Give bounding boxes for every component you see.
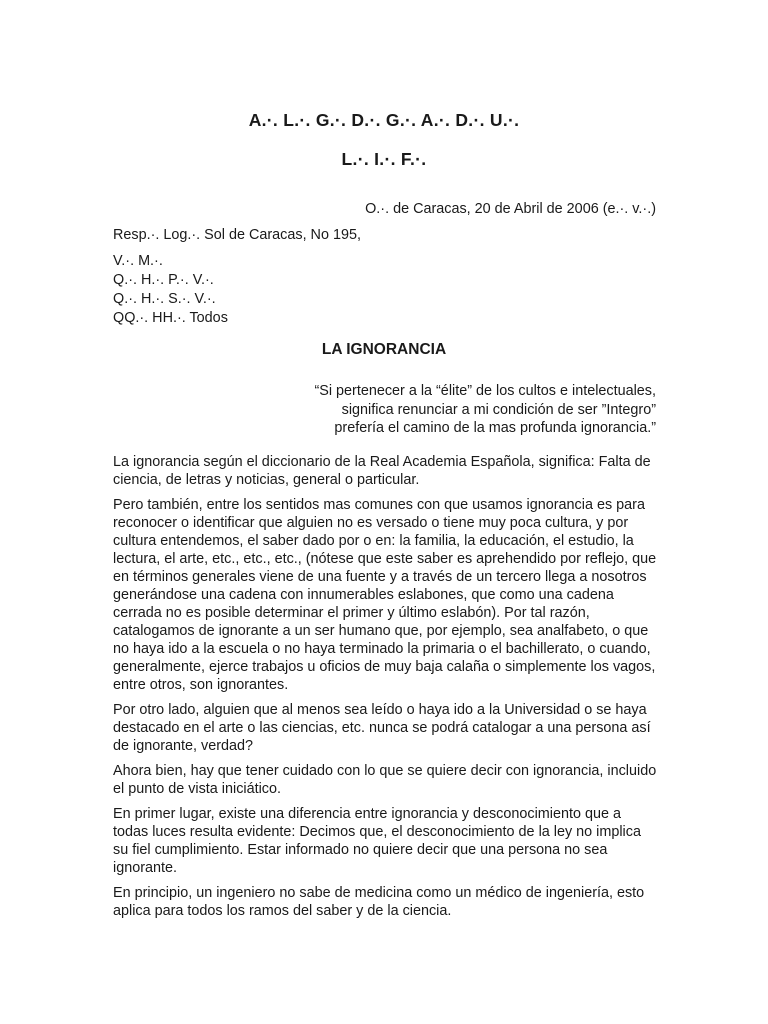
body-paragraph: En principio, un ingeniero no sabe de medicina como un médico de ingeniería, esto aplica para todos los ramos del saber y de la ciencia. [113, 885, 645, 919]
greeting-line: V.·. M.·. [113, 253, 163, 269]
body-text [113, 453, 658, 927]
epigraph-line: “Si pertenecer a la “élite” de los cultos e intelectuales, [314, 383, 656, 399]
place-date-line: O.·. de Caracas, 20 de Abril de 2006 (e.·. v.·.) [365, 201, 656, 217]
body-paragraph: Pero también, entre los sentidos mas comunes con que usamos ignorancia es para reconocer o identificar que alguien no es versado o tiene muy poca cultura, y por cultura entendemos, el saber dado por o en: la familia, la educación, el estudio, la lectura, el arte, etc., etc., etc., (nótese que este saber es aprehendido por reflejo, que en términos generales viene de una fuente y a través de un tercero llega a nosotros generándose una cadena con innumerables eslabones, que como una cadena cerrada no es posible determinar el primer y último eslabón). Por tal razón, catalogamos de ignorante a un ser humano que, por ejemplo, sea analfabeto, o que no haya ido a la escuela o no haya terminado la primaria o el bachillerato, o cuando, generalmente, ejerce trabajos u oficios de muy baja calaña o simplemente los vagos, entre otros, son ignorantes. [113, 497, 657, 693]
greeting-line: QQ.·. HH.·. Todos [113, 310, 228, 326]
header-line-2: L.·. I.·. F.·. [341, 149, 427, 169]
greeting-line: Q.·. H.·. P.·. V.·. [113, 272, 214, 288]
epigraph-quote [314, 382, 656, 438]
document-title [0, 341, 768, 359]
body-paragraph: En primer lugar, existe una diferencia entre ignorancia y desconocimiento que a todas luces resulta evidente: Decimos que, el desconocimiento de la ley no implica su fiel cumplimiento. Estar informado no quiere decir que una persona no sea ignorante. [113, 806, 641, 876]
body-paragraph: Ahora bien, hay que tener cuidado con lo que se quiere decir con ignorancia, incluido el punto de vista iniciático. [113, 763, 657, 797]
greeting-line: Q.·. H.·. S.·. V.·. [113, 291, 216, 307]
greetings-block [113, 252, 228, 328]
body-paragraph: Por otro lado, alguien que al menos sea leído o haya ido a la Universidad o se haya destacado en el arte o las ciencias, etc. nunca se podrá catalogar a una persona así de ignorante, verdad? [113, 702, 651, 754]
epigraph-line: prefería el camino de la mas profunda ignorancia.” [334, 420, 656, 436]
addressee-lodge: Resp.·. Log.·. Sol de Caracas, No 195, [113, 227, 361, 243]
header-line-1: A.·. L.·. G.·. D.·. G.·. A.·. D.·. U.·. [248, 110, 520, 130]
body-paragraph: La ignorancia según el diccionario de la Real Academia Española, significa: Falta de ciencia, de letras y noticias, general o particular. [113, 454, 651, 488]
document-title-text: LA IGNORANCIA [321, 341, 447, 358]
epigraph-line: significa renunciar a mi condición de ser ”Integro” [341, 401, 656, 418]
